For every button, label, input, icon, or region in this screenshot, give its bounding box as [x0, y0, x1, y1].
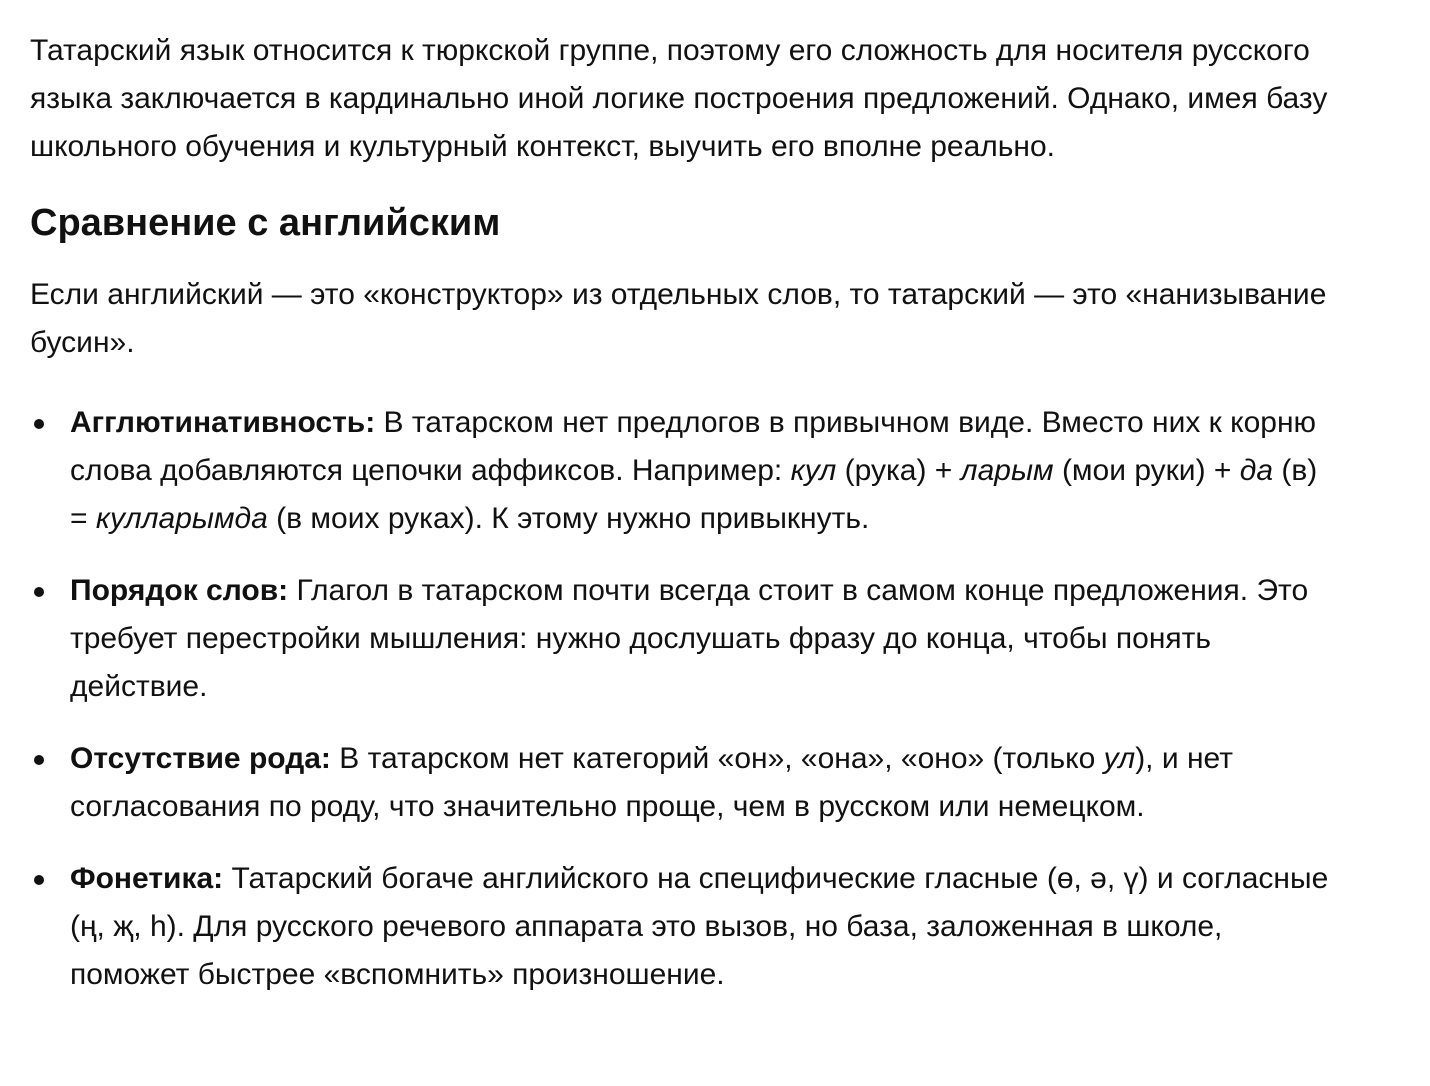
bullet-icon [34, 587, 44, 597]
list-item-no-gender [30, 735, 1340, 831]
bullet-icon [34, 419, 44, 429]
comparison-list [30, 399, 1340, 999]
item-text: В татарском нет предлогов в привычном виде. Вместо них к корню слова добавляются цепочки аффиксов. Например: [70, 406, 1317, 487]
section-lead-paragraph: Если английский — это «конструктор» из отдельных слов, то татарский — это «нанизывание бусин». [30, 278, 1327, 359]
item-text: (мои руки) + [1053, 454, 1240, 487]
item-text: ), и нет согласования по роду, что значительно проще, чем в русском или немецком. [70, 742, 1233, 823]
example-word: ул [1103, 742, 1136, 775]
item-text: (рука) + [836, 454, 961, 487]
section-heading: Сравнение с английским [30, 202, 501, 244]
list-item-word-order [30, 567, 1340, 711]
list-item-agglutination [30, 399, 1340, 543]
item-text: Татарский богаче английского на специфические гласные (ө, ә, ү) и согласные (ң, җ, һ). Для русского речевого аппарата это вызов, но база, заложенная в школе, поможет быстрее «вспомнить» произношение. [70, 862, 1329, 991]
bullet-icon [34, 755, 44, 765]
intro-paragraph: Татарский язык относится к тюркской группе, поэтому его сложность для носителя русского языка заключается в кардинально иной логике построения предложений. Однако, имея базу школьного обучения и культурный контекст, выучить его вполне реально. [30, 34, 1328, 163]
bullet-icon [34, 875, 44, 885]
example-word: да [1239, 454, 1274, 487]
item-term: Агглютинативность: [70, 406, 376, 439]
item-term: Порядок слов: [70, 574, 289, 607]
item-text: Глагол в татарском почти всегда стоит в самом конце предложения. Это требует перестройки мышления: нужно дослушать фразу до конца, чтобы понять действие. [70, 574, 1309, 703]
example-word: кул [790, 454, 837, 487]
example-word: ларым [960, 454, 1054, 487]
item-text: (в моих руках). К этому нужно привыкнуть. [267, 502, 870, 535]
list-item-phonetics [30, 855, 1340, 999]
item-term: Фонетика: [70, 862, 224, 895]
item-term: Отсутствие рода: [70, 742, 331, 775]
item-text: В татарском нет категорий «он», «она», «оно» (только [330, 742, 1104, 775]
item-text: (в) = [70, 454, 1318, 535]
example-word: кулларымда [95, 502, 268, 535]
